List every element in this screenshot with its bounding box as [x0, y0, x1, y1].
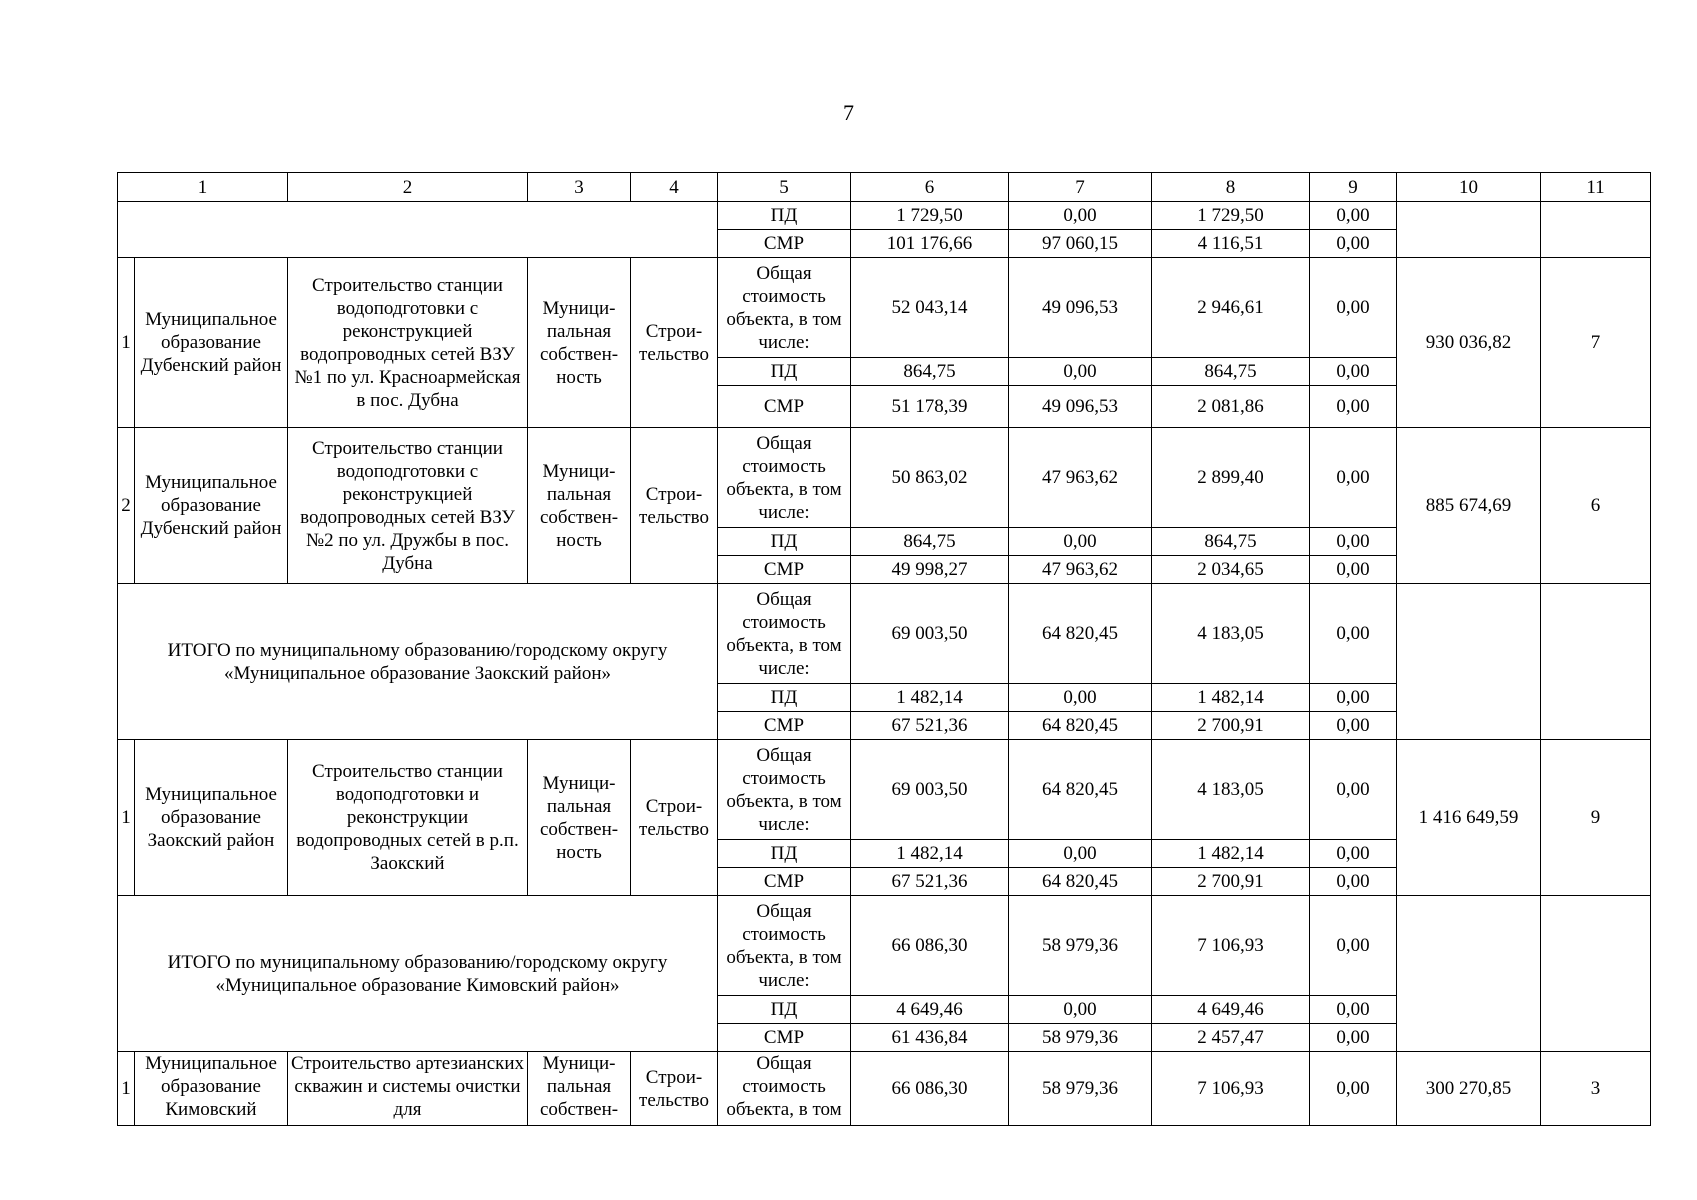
pd-label: ПД [718, 996, 851, 1024]
item-number: 1 [118, 1052, 135, 1126]
value-c8: 7 106,93 [1152, 896, 1310, 996]
value-c8: 1 482,14 [1152, 684, 1310, 712]
value-c9: 0,00 [1310, 684, 1397, 712]
value-c9: 0,00 [1310, 584, 1397, 684]
value-c9: 0,00 [1310, 202, 1397, 230]
municipality-cell: Муниципальное образование Кимовский [135, 1052, 288, 1126]
table-row [118, 258, 1651, 358]
value-c8: 4 183,05 [1152, 740, 1310, 840]
value-c11: 7 [1541, 258, 1651, 428]
table-row [118, 202, 1651, 230]
col-header-6: 6 [851, 173, 1009, 202]
value-c9: 0,00 [1310, 230, 1397, 258]
value-c7: 0,00 [1009, 840, 1152, 868]
value-c8: 4 183,05 [1152, 584, 1310, 684]
value-c10: 930 036,82 [1397, 258, 1541, 428]
value-c6: 50 863,02 [851, 428, 1009, 528]
value-c8: 4 116,51 [1152, 230, 1310, 258]
item-number: 1 [118, 740, 135, 896]
value-c9: 0,00 [1310, 996, 1397, 1024]
table-row [118, 1052, 1651, 1126]
value-c8: 4 649,46 [1152, 996, 1310, 1024]
value-c10: 1 416 649,59 [1397, 740, 1541, 896]
value-c9: 0,00 [1310, 1052, 1397, 1126]
value-c9: 0,00 [1310, 868, 1397, 896]
value-c7: 0,00 [1009, 202, 1152, 230]
page-number: 7 [843, 100, 854, 125]
value-c7: 97 060,15 [1009, 230, 1152, 258]
work-type-cell: Строи-тельство [631, 1052, 718, 1126]
value-c6: 101 176,66 [851, 230, 1009, 258]
col-header-7: 7 [1009, 173, 1152, 202]
total-cost-label: Общая стоимость объекта, в том числе: [718, 584, 851, 684]
total-cost-label: Общая стоимость объекта, в том числе: [718, 740, 851, 840]
investment-table [117, 172, 1651, 1126]
table-row [118, 740, 1651, 840]
value-c7: 47 963,62 [1009, 428, 1152, 528]
value-c8: 2 700,91 [1152, 868, 1310, 896]
value-c10 [1397, 896, 1541, 1052]
value-c11: 6 [1541, 428, 1651, 584]
value-c10: 300 270,85 [1397, 1052, 1541, 1126]
ownership-cell: Муници-пальная собствен- [528, 1052, 631, 1126]
value-c9: 0,00 [1310, 896, 1397, 996]
object-cell: Строительство станции водоподготовки с реконструкцией водопроводных сетей ВЗУ №1 по ул. Красноармейская в пос. Дубна [288, 258, 528, 428]
continued-block-cell [118, 202, 718, 258]
value-c9: 0,00 [1310, 258, 1397, 358]
item-number: 1 [118, 258, 135, 428]
value-c8: 2 081,86 [1152, 386, 1310, 428]
value-c6: 49 998,27 [851, 556, 1009, 584]
value-c6: 69 003,50 [851, 584, 1009, 684]
row-type: СМР [718, 230, 851, 258]
value-c9: 0,00 [1310, 556, 1397, 584]
col-header-4: 4 [631, 173, 718, 202]
total-cost-label: Общая стоимость объекта, в том числе: [718, 896, 851, 996]
work-type-cell: Строи-тельство [631, 740, 718, 896]
col-header-10: 10 [1397, 173, 1541, 202]
col-header-3: 3 [528, 173, 631, 202]
municipality-cell: Муниципальное образование Дубенский район [135, 258, 288, 428]
object-cell: Строительство станции водоподготовки и реконструкции водопроводных сетей в р.п. Заокский [288, 740, 528, 896]
value-c9: 0,00 [1310, 528, 1397, 556]
pd-label: ПД [718, 528, 851, 556]
pd-label: ПД [718, 840, 851, 868]
value-c6: 52 043,14 [851, 258, 1009, 358]
value-c8: 2 946,61 [1152, 258, 1310, 358]
value-c6: 61 436,84 [851, 1024, 1009, 1052]
value-c7: 58 979,36 [1009, 1024, 1152, 1052]
value-c6: 67 521,36 [851, 868, 1009, 896]
value-c8: 1 729,50 [1152, 202, 1310, 230]
value-c7: 47 963,62 [1009, 556, 1152, 584]
table-row [118, 584, 1651, 684]
total-label-zaoksky: ИТОГО по муниципальному образованию/городскому округу «Муниципальное образование Заокский район» [118, 584, 718, 740]
value-c7: 49 096,53 [1009, 258, 1152, 358]
value-c10: 885 674,69 [1397, 428, 1541, 584]
value-c7: 64 820,45 [1009, 868, 1152, 896]
value-c6: 67 521,36 [851, 712, 1009, 740]
col-header-5: 5 [718, 173, 851, 202]
value-c11 [1541, 202, 1651, 258]
value-c11 [1541, 896, 1651, 1052]
value-c9: 0,00 [1310, 1024, 1397, 1052]
value-c7: 0,00 [1009, 358, 1152, 386]
value-c7: 49 096,53 [1009, 386, 1152, 428]
pd-label: ПД [718, 358, 851, 386]
value-c7: 64 820,45 [1009, 740, 1152, 840]
value-c11 [1541, 584, 1651, 740]
value-c7: 0,00 [1009, 684, 1152, 712]
value-c6: 1 482,14 [851, 684, 1009, 712]
value-c8: 864,75 [1152, 528, 1310, 556]
col-header-1: 1 [118, 173, 288, 202]
municipality-cell: Муниципальное образование Заокский район [135, 740, 288, 896]
total-cost-label: Общая стоимость объекта, в том числе: [718, 428, 851, 528]
total-cost-label: Общая стоимость объекта, в том числе: [718, 258, 851, 358]
value-c9: 0,00 [1310, 428, 1397, 528]
value-c9: 0,00 [1310, 840, 1397, 868]
value-c7: 0,00 [1009, 996, 1152, 1024]
value-c10 [1397, 584, 1541, 740]
ownership-cell: Муници-пальная собствен-ность [528, 740, 631, 896]
value-c8: 7 106,93 [1152, 1052, 1310, 1126]
value-c7: 64 820,45 [1009, 712, 1152, 740]
value-c6: 69 003,50 [851, 740, 1009, 840]
smr-label: СМР [718, 386, 851, 428]
col-header-8: 8 [1152, 173, 1310, 202]
value-c6: 51 178,39 [851, 386, 1009, 428]
object-cell: Строительство станции водоподготовки с реконструкцией водопроводных сетей ВЗУ №2 по ул. Дружбы в пос. Дубна [288, 428, 528, 584]
value-c10 [1397, 202, 1541, 258]
value-c9: 0,00 [1310, 712, 1397, 740]
value-c6: 4 649,46 [851, 996, 1009, 1024]
value-c6: 66 086,30 [851, 1052, 1009, 1126]
table-row [118, 428, 1651, 528]
value-c8: 1 482,14 [1152, 840, 1310, 868]
value-c6: 1 482,14 [851, 840, 1009, 868]
value-c7: 58 979,36 [1009, 1052, 1152, 1126]
value-c9: 0,00 [1310, 358, 1397, 386]
value-c7: 0,00 [1009, 528, 1152, 556]
value-c8: 2 899,40 [1152, 428, 1310, 528]
value-c8: 2 457,47 [1152, 1024, 1310, 1052]
smr-label: СМР [718, 556, 851, 584]
object-cell: Строительство артезианских скважин и системы очистки для [288, 1052, 528, 1126]
col-header-9: 9 [1310, 173, 1397, 202]
smr-label: СМР [718, 868, 851, 896]
value-c6: 864,75 [851, 358, 1009, 386]
col-header-2: 2 [288, 173, 528, 202]
value-c8: 864,75 [1152, 358, 1310, 386]
work-type-cell: Строи-тельство [631, 428, 718, 584]
row-type: ПД [718, 202, 851, 230]
table-row [118, 896, 1651, 996]
value-c9: 0,00 [1310, 740, 1397, 840]
value-c11: 9 [1541, 740, 1651, 896]
item-number: 2 [118, 428, 135, 584]
value-c7: 64 820,45 [1009, 584, 1152, 684]
value-c9: 0,00 [1310, 386, 1397, 428]
total-label-kimovsky: ИТОГО по муниципальному образованию/городскому округу «Муниципальное образование Кимовский район» [118, 896, 718, 1052]
value-c6: 1 729,50 [851, 202, 1009, 230]
value-c11: 3 [1541, 1052, 1651, 1126]
col-header-11: 11 [1541, 173, 1651, 202]
value-c6: 864,75 [851, 528, 1009, 556]
value-c7: 58 979,36 [1009, 896, 1152, 996]
header-row [118, 173, 1651, 202]
smr-label: СМР [718, 1024, 851, 1052]
total-cost-label: Общая стоимость объекта, в том [718, 1052, 851, 1126]
value-c6: 66 086,30 [851, 896, 1009, 996]
pd-label: ПД [718, 684, 851, 712]
value-c8: 2 700,91 [1152, 712, 1310, 740]
value-c8: 2 034,65 [1152, 556, 1310, 584]
ownership-cell: Муници-пальная собствен-ность [528, 258, 631, 428]
smr-label: СМР [718, 712, 851, 740]
municipality-cell: Муниципальное образование Дубенский район [135, 428, 288, 584]
ownership-cell: Муници-пальная собствен-ность [528, 428, 631, 584]
work-type-cell: Строи-тельство [631, 258, 718, 428]
